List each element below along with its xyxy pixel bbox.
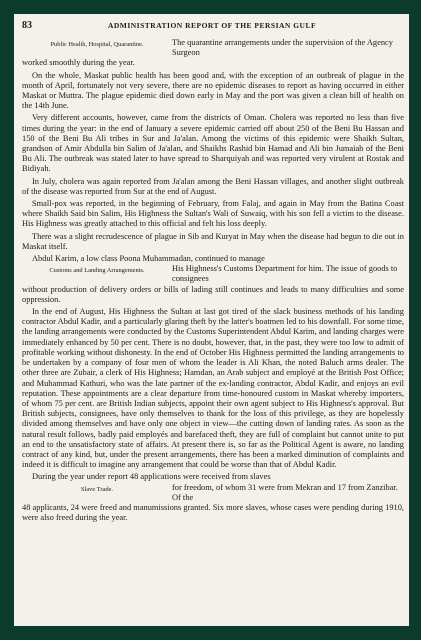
page-header — [22, 20, 402, 34]
paragraph: On the whole, Maskat public health has been good and, with the exception of an outbreak of plague in the month of April, fortunately not very severe, there are no epidemic diseases to report as having occurred in either Maskat or Muttra. The plague epidemic died down early in May and the port was given a clean bill of health on the 14th June. — [22, 70, 404, 111]
paragraph: There was a slight recrudescence of plague in Sib and Kuryat in May when the disease had begun to die out in Maskat itself. — [22, 231, 404, 251]
paragraph: 48 applicants, 24 were freed and manumissions granted. Six more slaves, whose cases were pending during 1910, were also freed during the year. — [22, 502, 404, 523]
lead-text-slave-trade: for freedom, of whom 31 were from Mekran and 17 from Zanzibar. Of the — [172, 482, 398, 502]
report-page — [14, 14, 409, 626]
lead-text-customs: His Highness's Customs Department for him. The issue of goods to consignees — [172, 264, 398, 284]
report-body — [22, 38, 404, 525]
running-title: ADMINISTRATION REPORT OF THE PERSIAN GULF — [107, 21, 317, 30]
paragraph: Abdul Karim, a low class Poona Muhammadan, continued to manage — [32, 254, 265, 264]
paragraph: In July, cholera was again reported from Ja'alan among the Beni Hassan villages, and another slight outbreak of the disease was reported from Sur at the end of August. — [22, 176, 404, 196]
paragraph: Very different accounts, however, came from the districts of Oman. Cholera was reported no less than five times during the year: in the end of January a severe epidemic carried off about 250 of the Beni Bu Hassan and 150 of the Beni Bu Ali tribes in Sur and Ja'alan. Among the victims of this epidemic were Shaikh Sultan, grandson of Amir Abdulla bin Salim of Ja'alan, and Shaikhs Rashid bin Hamad and Ali bin Jumaiah of the Beni Bu Ali. The outbreak was stated later to have spread to Sharquiyah and was reported very virulent at Rostak and Bidiyah. — [22, 113, 404, 174]
side-heading-slave-trade: Slave Trade. — [81, 485, 113, 493]
side-heading-customs: Customs and Landing Arrangements. — [49, 267, 145, 275]
paragraph: worked smoothly during the year. — [22, 58, 135, 68]
lead-text-public-health: The quarantine arrangements under the supervision of the Agency Surgeon — [172, 38, 393, 58]
paragraph: In the end of August, His Highness the Sultan at last got tired of the slack business methods of his landing contractor Abdul Kadir, and a particularly glaring theft by the latter's boatmen led to his downfall. For some time, the landing arrangements were conducted by the Customs Superintendent Abdul Karim, and landing charges were immediately enhanced by 50 per cent. There is no doubt, however, that, in the past, they were too low to admit of profitable working without dishonesty. In the end of October His Highness permitted the landing arrangements to be undertaken by a company of four men of whom the leader is Ali Khan, the noted Baluch arms dealer. The other three are Zubair, a clerk of His Highness; Hamdan, an Arab subject and employé at the British Post Office; and Muhammad Kathuri, who was the late partner of the ex-landing contractor, Abdul Kadir, and enjoys an evil reputation. These appointments are a clear departure from time-honoured custom in Maskat whereby importers, of whom 75 per cent. are British Indian subjects, appoint their own agent subject to His Highness's approval. But British subjects, consignees, have only themselves to thank for the loss of this privilege, as they are hopelessly divided among themselves and have only one object in view—the cutting down of landing rates. As soon as the natural result follows, badly paid employés and barefaced theft, they are full of complaint but cannot unite to put an end to the unsatisfactory state of affairs. At present there is, so far as the Political Agent is aware, no landing contract of any kind, but, under the present arrangements, there has been a marked diminution of complaints and indeed it is difficult to imagine any arrangement that could be worse than that of Abdul Kadir. — [22, 307, 404, 470]
section-customs — [22, 264, 404, 284]
page-number: 83 — [22, 20, 32, 31]
paragraph: Small-pox was reported, in the beginning of February, from Falaj, and again in May from the Batina Coast where Shaikh Said bin Salim, His Highness the Sultan's Wali of Suwaiq, with his son fell a victim to the disease. His Highness was greatly attached to this official and felt his loss deeply. — [22, 199, 404, 229]
paragraph: without production of delivery orders or bills of lading still continues and leads to many difficulties and some oppression. — [22, 284, 404, 304]
side-heading-public-health: Public Health, Hospital, Quarantine. — [50, 41, 144, 48]
section-slave-trade — [22, 483, 404, 503]
section-public-health — [22, 38, 404, 58]
paragraph: During the year under report 48 applications were received from slaves — [32, 472, 271, 482]
